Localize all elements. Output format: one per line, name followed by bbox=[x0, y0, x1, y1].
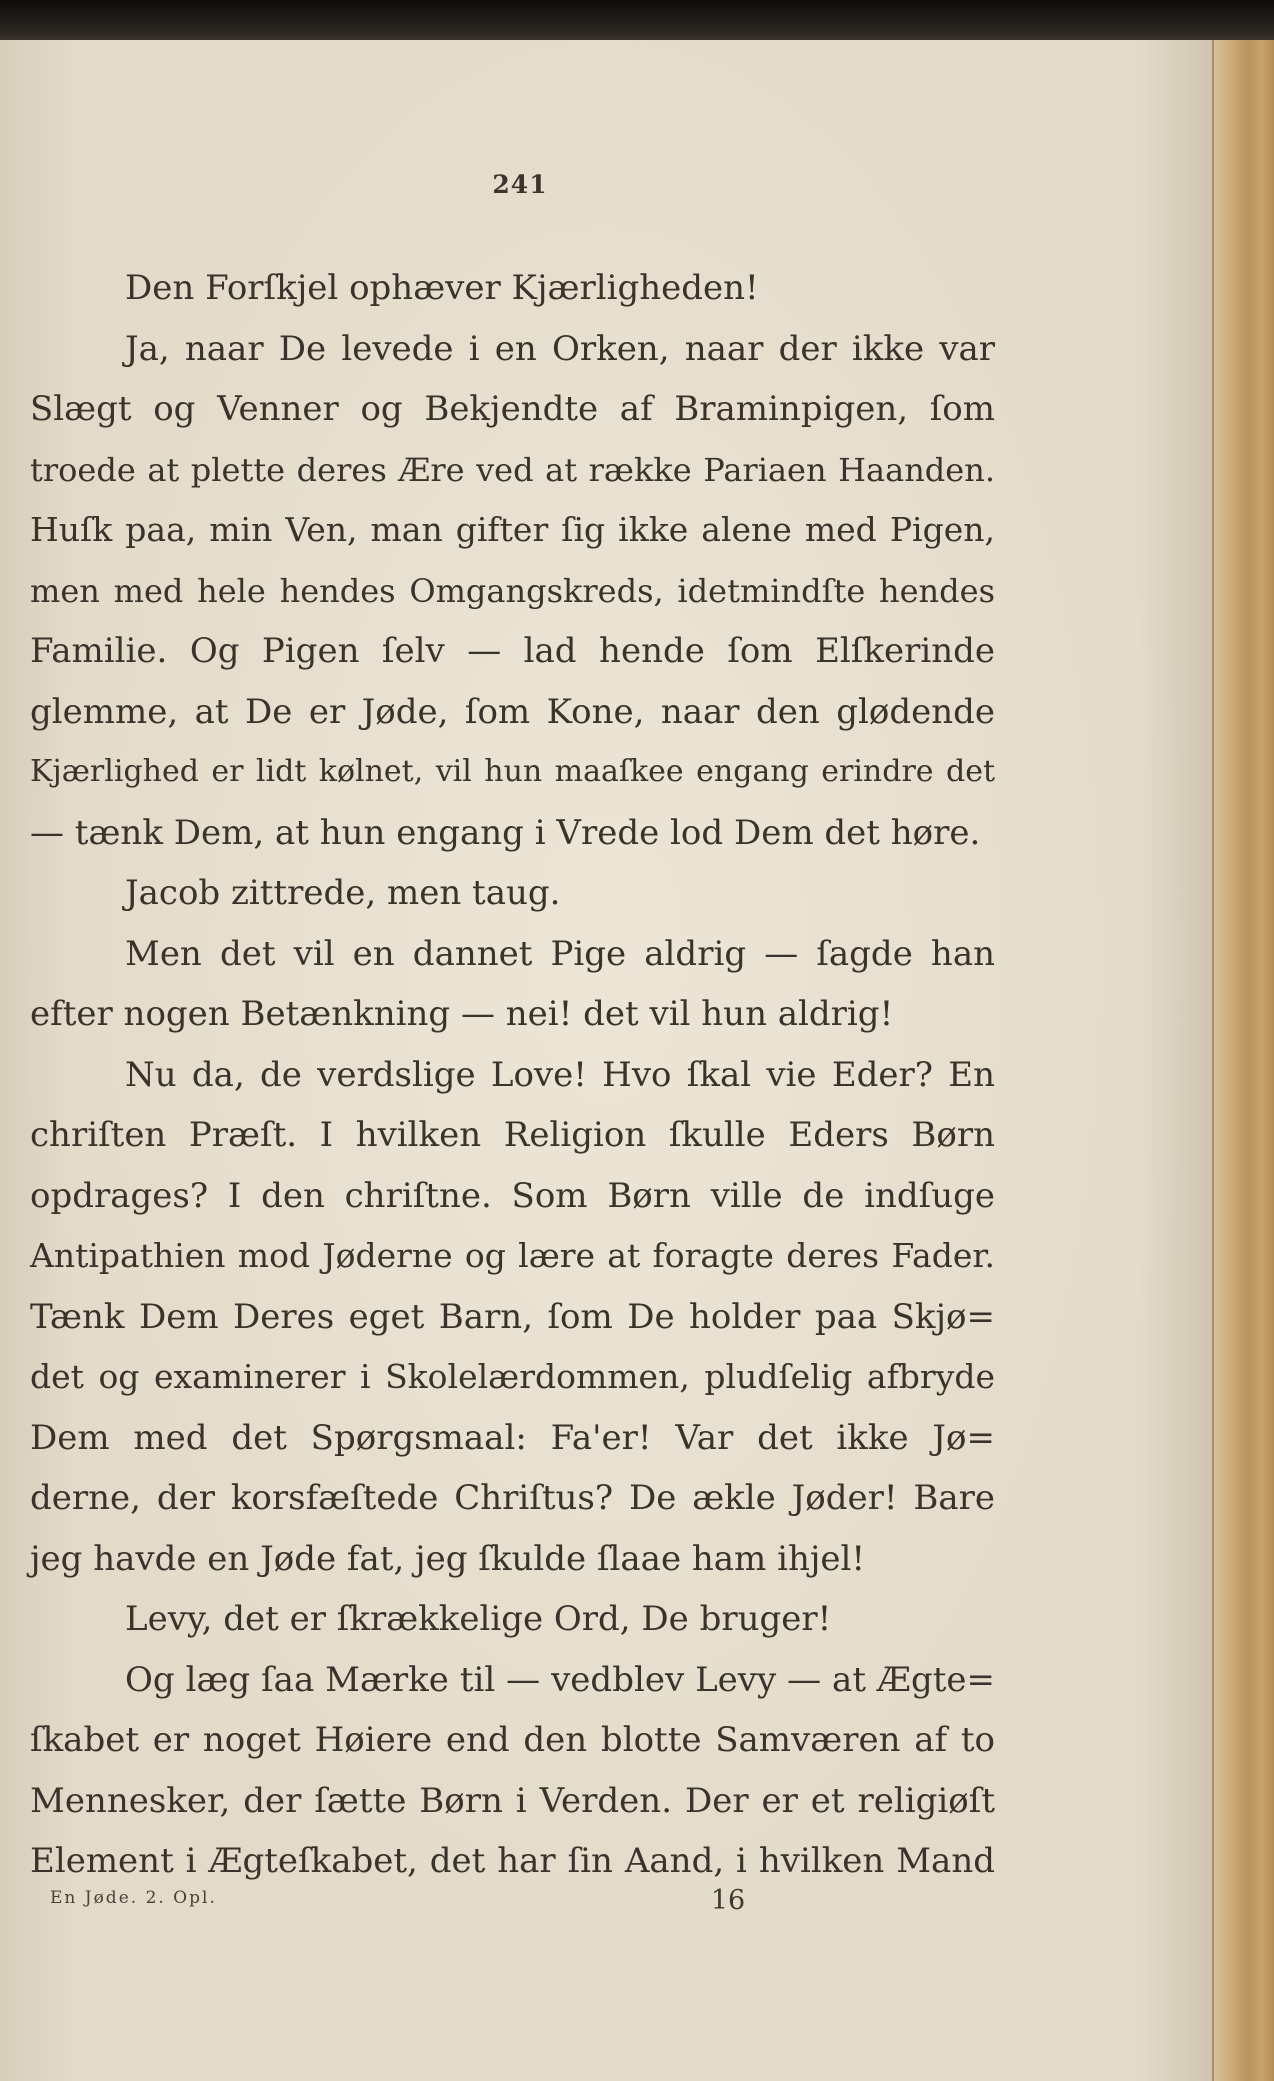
text-line: Nu da, de verdslige Love! Hvo ſkal vie Eder? En bbox=[125, 1054, 995, 1095]
text-line: Ja, naar De levede i en Orken, naar der ikke var bbox=[125, 328, 995, 369]
text-line: Mennesker, der ſætte Børn i Verden. Der er et religiøſt bbox=[30, 1780, 995, 1821]
text-block bbox=[30, 258, 995, 1892]
text-line: Og læg ſaa Mærke til — vedblev Levy — at Ægte= bbox=[125, 1659, 995, 1700]
text-line: Huſk paa, min Ven, man gifter ſig ikke alene med Pigen, bbox=[30, 510, 995, 549]
page-number: 241 bbox=[492, 170, 548, 199]
text-line: Dem med det Spørgsmaal: Fa'er! Var det ikke Jø= bbox=[30, 1417, 995, 1458]
book-fore-edge bbox=[1212, 40, 1274, 2081]
text-line: det og examinerer i Skolelærdommen, pludſelig afbryde bbox=[30, 1357, 995, 1396]
text-line: opdrages? I den chriſtne. Som Børn ville de indſuge bbox=[30, 1175, 995, 1216]
text-line: chriſten Præſt. I hvilken Religion ſkulle Eders Børn bbox=[30, 1115, 995, 1155]
printer-signature: En Jøde. 2. Opl. bbox=[50, 1888, 217, 1908]
text-line: troede at plette deres Ære ved at række Pariaen Haanden. bbox=[30, 450, 995, 489]
text-line: Element i Ægteſkabet, det har ſin Aand, i hvilken Mand bbox=[30, 1841, 995, 1881]
text-line: Levy, det er ſkrækkelige Ord, De bruger! bbox=[125, 1599, 832, 1639]
text-line: Antipathien mod Jøderne og lære at foragte deres Fader. bbox=[30, 1236, 995, 1275]
text-line: glemme, at De er Jøde, ſom Kone, naar den glødende bbox=[30, 691, 995, 732]
text-line: Tænk Dem Deres eget Barn, ſom De holder paa Skjø= bbox=[30, 1296, 995, 1337]
text-line: efter nogen Betænkning — nei! det vil hun aldrig! bbox=[30, 994, 894, 1034]
text-line: Kjærlighed er lidt kølnet, vil hun maaſkee engang erindre det bbox=[30, 754, 995, 789]
text-line: ſkabet er noget Høiere end den blotte Samværen af to bbox=[30, 1720, 995, 1760]
text-line: Den Forſkjel ophæver Kjærligheden! bbox=[125, 268, 759, 308]
text-line: derne, der korsfæſtede Chriſtus? De ækle Jøder! Bare bbox=[30, 1478, 995, 1518]
text-line: Jacob zittrede, men taug. bbox=[125, 873, 561, 913]
sheet-number: 16 bbox=[710, 1885, 746, 1916]
text-line: Men det vil en dannet Pige aldrig — ſagde han bbox=[125, 933, 995, 974]
text-line: Familie. Og Pigen ſelv — lad hende ſom Elſkerinde bbox=[30, 631, 995, 671]
text-line: jeg havde en Jøde fat, jeg ſkulde ſlaae ham ihjel! bbox=[30, 1538, 866, 1579]
text-line: Slægt og Venner og Bekjendte af Braminpigen, ſom bbox=[30, 389, 995, 429]
text-line: — tænk Dem, at hun engang i Vrede lod Dem det høre. bbox=[30, 812, 981, 853]
text-line: men med hele hendes Omgangskreds, idetmindſte hendes bbox=[30, 571, 995, 610]
